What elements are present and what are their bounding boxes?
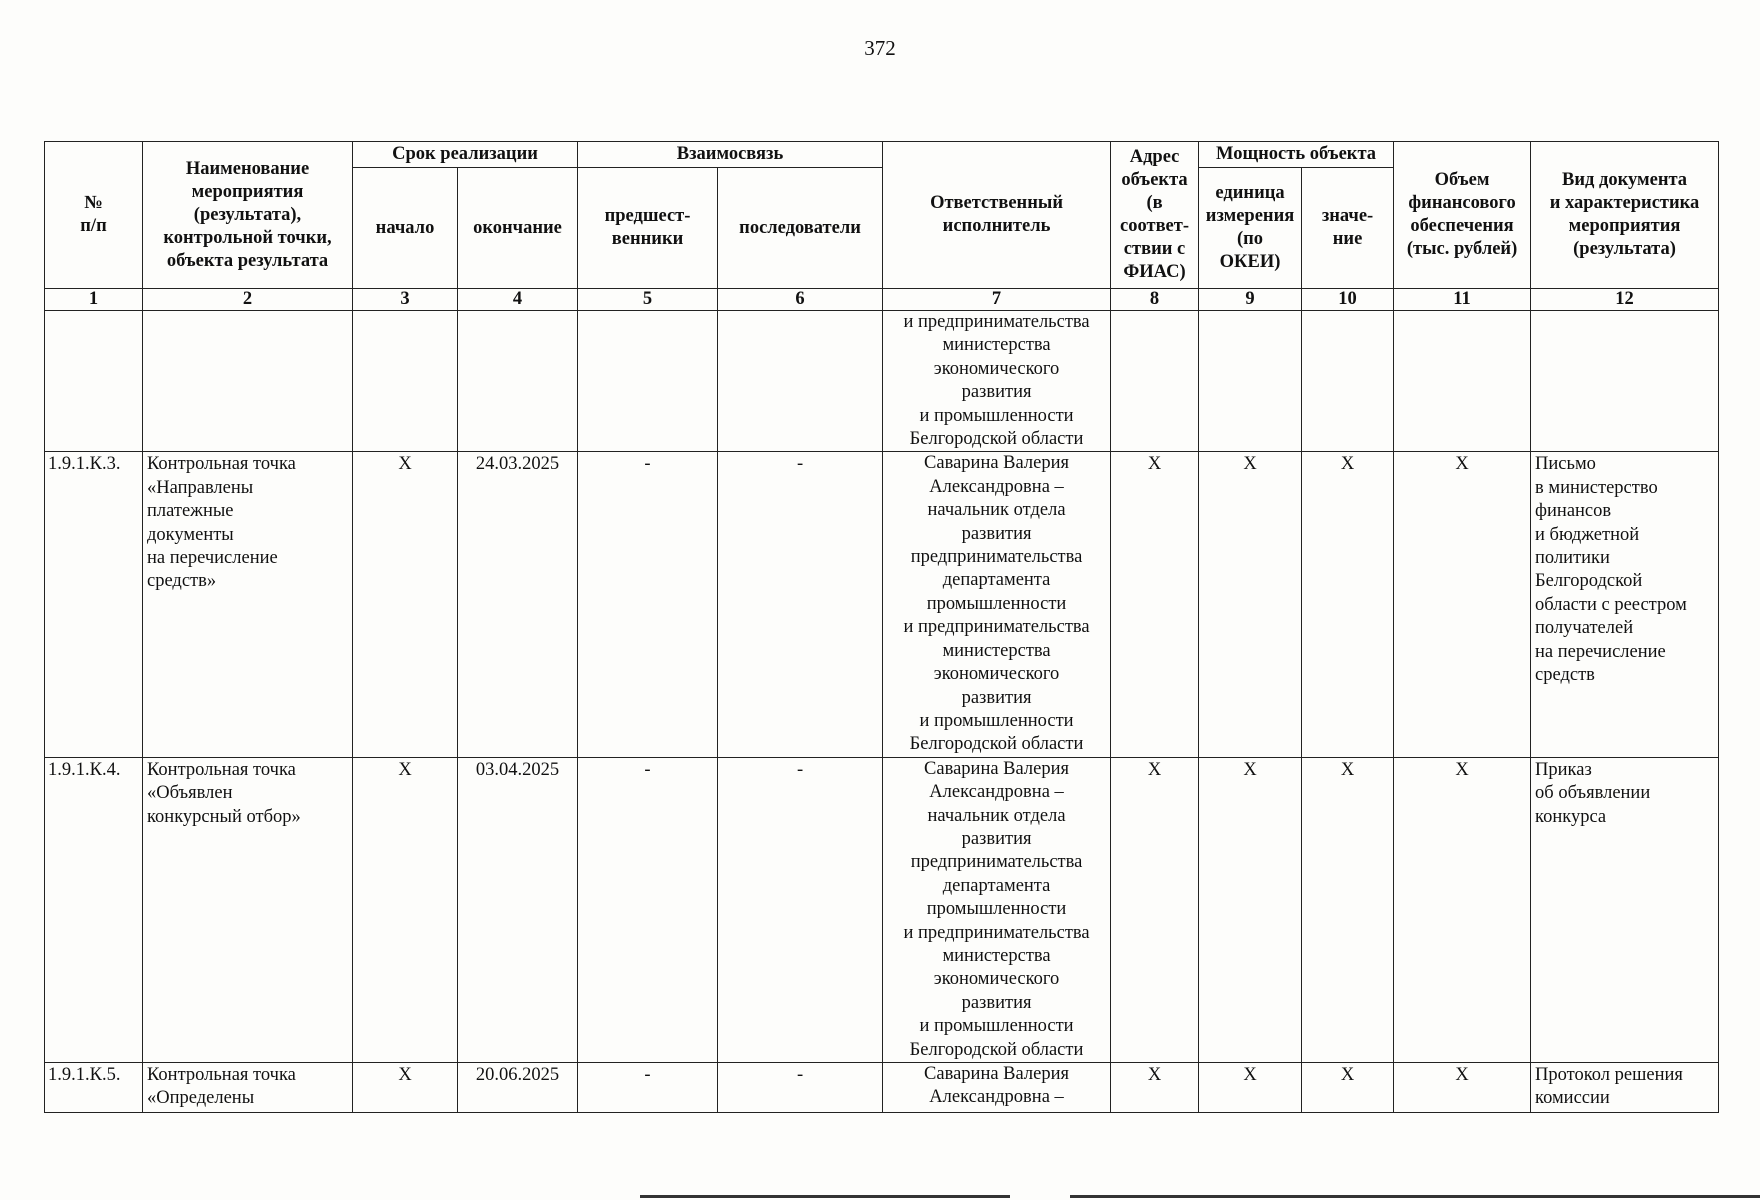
table-row — [45, 757, 1719, 1062]
cell-end: 03.04.2025 — [458, 757, 578, 1062]
header-predecessors: предшест- венники — [578, 168, 718, 289]
column-number: 9 — [1199, 289, 1302, 311]
column-number: 2 — [143, 289, 353, 311]
cell-no: 1.9.1.К.5. — [45, 1063, 143, 1113]
header-address: Адрес объекта (в соответ- ствии с ФИАС) — [1111, 142, 1199, 289]
header-unit: единица измерения (по ОКЕИ) — [1199, 168, 1302, 289]
cell-executor: Саварина Валерия Александровна – начальник отдела развития предпринимательства департамента промышленности и предпринимательства министерства экономического развития и промышленности Белгородской области — [883, 757, 1111, 1062]
header-period: Срок реализации — [353, 142, 578, 168]
cell-unit: Х — [1199, 452, 1302, 757]
header-doc-type: Вид документа и характеристика мероприятия (результата) — [1531, 142, 1719, 289]
column-number: 10 — [1302, 289, 1394, 311]
cell-name: Контрольная точка «Объявлен конкурсный отбор» — [143, 757, 353, 1062]
column-number: 4 — [458, 289, 578, 311]
cell-value: Х — [1302, 757, 1394, 1062]
cell-name: Контрольная точка «Направлены платежные документы на перечисление средств» — [143, 452, 353, 757]
table-row — [45, 1063, 1719, 1113]
column-number: 6 — [718, 289, 883, 311]
cell-value: Х — [1302, 1063, 1394, 1113]
cell-no: 1.9.1.К.4. — [45, 757, 143, 1062]
cell-doc-type: Приказ об объявлении конкурса — [1531, 757, 1719, 1062]
cell-name: Контрольная точка «Определены — [143, 1063, 353, 1113]
header-link: Взаимосвязь — [578, 142, 883, 168]
scan-edge-line — [1070, 1195, 1760, 1198]
cell-finance: Х — [1394, 1063, 1531, 1113]
table-row-continuation — [45, 311, 1719, 452]
cell-predecessors: - — [578, 1063, 718, 1113]
cell-start: Х — [353, 1063, 458, 1113]
cell-start: Х — [353, 452, 458, 757]
header-value: значе- ние — [1302, 168, 1394, 289]
column-number: 3 — [353, 289, 458, 311]
header-name: Наименование мероприятия (результата), контрольной точки, объекта результата — [143, 142, 353, 289]
cell-successors: - — [718, 1063, 883, 1113]
column-number: 5 — [578, 289, 718, 311]
column-number: 11 — [1394, 289, 1531, 311]
header-start: начало — [353, 168, 458, 289]
cell-finance: Х — [1394, 452, 1531, 757]
cell-predecessors: - — [578, 757, 718, 1062]
cell-executor: и предпринимательства министерства экономического развития и промышленности Белгородской области — [883, 311, 1111, 452]
page-number: 372 — [864, 36, 896, 60]
header-end: окончание — [458, 168, 578, 289]
header-successors: последователи — [718, 168, 883, 289]
cell-end: 24.03.2025 — [458, 452, 578, 757]
scan-edge-line — [640, 1195, 1010, 1198]
table-row — [45, 452, 1719, 757]
column-number-row — [45, 289, 1719, 311]
cell-predecessors: - — [578, 452, 718, 757]
column-number: 1 — [45, 289, 143, 311]
cell-successors: - — [718, 452, 883, 757]
cell-unit: Х — [1199, 757, 1302, 1062]
cell-end: 20.06.2025 — [458, 1063, 578, 1113]
cell-value: Х — [1302, 452, 1394, 757]
table-body — [45, 311, 1719, 1113]
cell-unit: Х — [1199, 1063, 1302, 1113]
column-number: 7 — [883, 289, 1111, 311]
cell-doc-type: Протокол решения комиссии — [1531, 1063, 1719, 1113]
cell-doc-type: Письмо в министерство финансов и бюджетной политики Белгородской области с реестром получателей на перечисление средств — [1531, 452, 1719, 757]
cell-executor: Саварина Валерия Александровна – — [883, 1063, 1111, 1113]
cell-successors: - — [718, 757, 883, 1062]
header-no: № п/п — [45, 142, 143, 289]
header-executor: Ответственный исполнитель — [883, 142, 1111, 289]
cell-address: Х — [1111, 757, 1199, 1062]
cell-executor: Саварина Валерия Александровна – начальник отдела развития предпринимательства департамента промышленности и предпринимательства министерства экономического развития и промышленности Белгородской области — [883, 452, 1111, 757]
header-capacity: Мощность объекта — [1199, 142, 1394, 168]
column-number: 12 — [1531, 289, 1719, 311]
column-number: 8 — [1111, 289, 1199, 311]
cell-start: Х — [353, 757, 458, 1062]
table-header — [45, 142, 1719, 311]
cell-no: 1.9.1.К.3. — [45, 452, 143, 757]
cell-address: Х — [1111, 452, 1199, 757]
plan-table — [44, 141, 1719, 1113]
cell-finance: Х — [1394, 757, 1531, 1062]
header-finance: Объем финансового обеспечения (тыс. рублей) — [1394, 142, 1531, 289]
cell-address: Х — [1111, 1063, 1199, 1113]
